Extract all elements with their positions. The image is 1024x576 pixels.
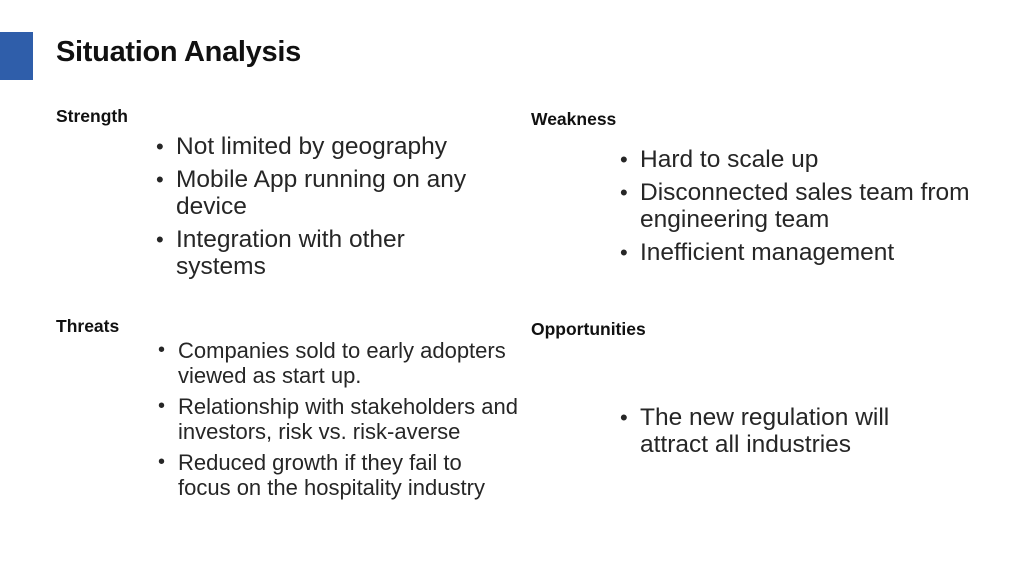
slide-title: Situation Analysis [56, 36, 301, 68]
title-accent-bar [0, 32, 33, 80]
weakness-heading: Weakness [531, 109, 617, 129]
list-item: • Integration with other systems [156, 226, 501, 280]
opportunities-list [620, 404, 950, 464]
list-item: • Reduced growth if they fail to focus on the hospitality industry [158, 450, 520, 500]
strength-heading: Strength [56, 106, 128, 126]
list-item: • Not limited by geography [156, 133, 501, 160]
threats-heading: Threats [56, 316, 120, 336]
strength-list [156, 133, 501, 286]
threats-list [158, 338, 520, 506]
weakness-list [620, 146, 975, 272]
list-item: • Mobile App running on any device [156, 166, 501, 220]
list-item: • Relationship with stakeholders and investors, risk vs. risk-averse [158, 394, 520, 444]
list-item: • Companies sold to early adopters viewed as start up. [158, 338, 520, 388]
list-item: • Disconnected sales team from engineering team [620, 179, 975, 233]
list-item: • Inefficient management [620, 239, 975, 266]
opportunities-heading: Opportunities [531, 319, 646, 339]
list-item: • Hard to scale up [620, 146, 975, 173]
list-item: • The new regulation will attract all industries [620, 404, 950, 458]
